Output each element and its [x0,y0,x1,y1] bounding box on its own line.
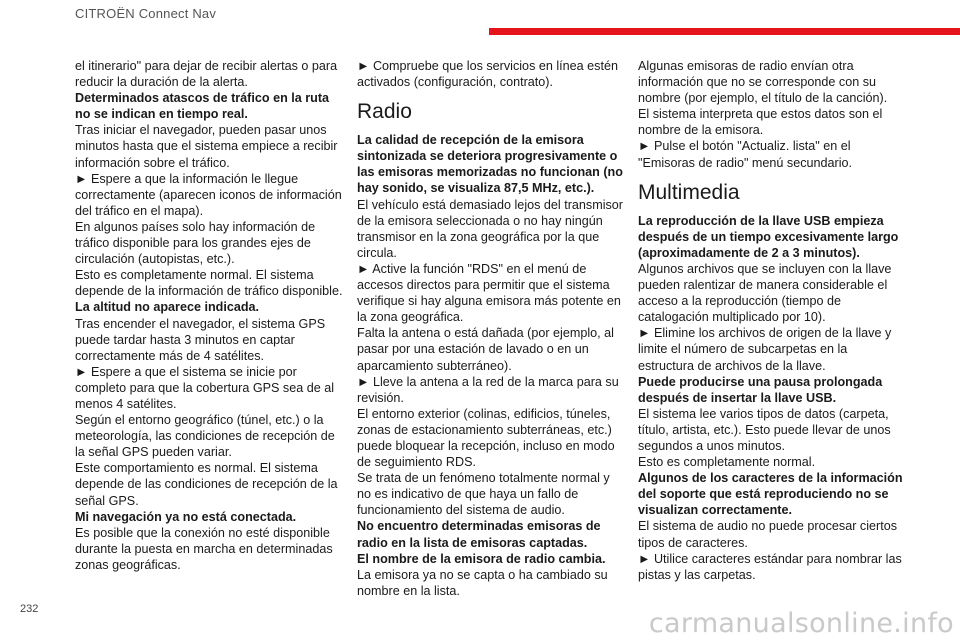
watermark: carmanualsonline.info [648,608,954,639]
header-accent-bar [489,28,960,35]
header-title: CITROËN Connect Nav [75,6,217,21]
paragraph: Esto es completamente normal. [638,455,816,470]
issue-heading: La altitud no aparece indicada. [75,300,260,315]
paragraph: La emisora ya no se capta o ha cambiado su nombre en la lista. [357,567,608,598]
paragraph: Esto es completamente normal. El sistema depende de la información de tráfico disponible. [75,268,343,299]
paragraph: El entorno exterior (colinas, edificios, túneles, zonas de estacionamiento subterráneas, etc.) puede bloquear la recepción, incluso en modo de seguimiento RDS. [357,406,615,470]
issue-heading: No encuentro determinadas emisoras de radio en la lista de emisoras captadas. [357,519,601,550]
column-right [638,58,906,583]
section-heading: Radio [357,100,412,124]
paragraph: Falta la antena o está dañada (por ejemplo, al pasar por una estación de lavado o en un aparcamiento subterráneo). [357,326,614,373]
issue-heading: Determinados atascos de tráfico en la ruta no se indican en tiempo real. [75,91,330,122]
issue-heading: Mi navegación ya no está conectada. [75,509,297,524]
paragraph: ► Espere a que el sistema se inicie por completo para que la cobertura GPS sea de al menos 4 satélites. [75,364,335,411]
issue-heading: Algunos de los caracteres de la información del soporte que está reproduciendo no se visualizan correctamente. [638,471,903,518]
paragraph: ► Compruebe que los servicios en línea estén activados (configuración, contrato). [357,59,618,90]
paragraph: El sistema interpreta que estos datos son el nombre de la emisora. [638,107,883,138]
paragraph: Tras iniciar el navegador, pueden pasar unos minutos hasta que el sistema empiece a recibir información sobre el tráfico. [75,123,338,170]
column-middle [357,58,625,599]
column-left [75,58,343,573]
paragraph: Este comportamiento es normal. El sistema depende de las condiciones de recepción de la señal GPS. [75,461,338,508]
paragraph: ► Elimine los archivos de origen de la llave y limite el número de subcarpetas en la estructura de archivos de la llave. [638,326,892,373]
section-heading: Multimedia [638,180,740,204]
issue-heading: El nombre de la emisora de radio cambia. [357,551,606,566]
issue-heading: La reproducción de la llave USB empieza después de un tiempo excesivamente largo (aproximadamente de 2 a 3 minutos). [638,213,899,260]
paragraph: Tras encender el navegador, el sistema GPS puede tardar hasta 3 minutos en captar correctamente más de 4 satélites. [75,316,326,363]
paragraph: el itinerario" para dejar de recibir alertas o para reducir la duración de la alerta. [75,59,338,90]
paragraph: Algunas emisoras de radio envían otra información que no se corresponde con su nombre (por ejemplo, el título de la canción). [638,59,888,106]
issue-heading: La calidad de recepción de la emisora sintonizada se deteriora progresivamente o las emisoras memorizadas no funcionan (no hay sonido, se visualiza 87,5 MHz, etc.). [357,133,623,196]
paragraph: El vehículo está demasiado lejos del transmisor de la emisora seleccionada o no hay ningún transmisor en la zona geográfica por la que circula. [357,197,623,260]
paragraph: ► Lleve la antena a la red de la marca para su revisión. [357,374,619,405]
paragraph: ► Espere a que la información le llegue correctamente (aparecen iconos de información del tráfico en el mapa). [75,171,342,218]
paragraph: Es posible que la conexión no esté disponible durante la puesta en marcha en determinadas zonas geográficas. [75,525,333,572]
paragraph: El sistema lee varios tipos de datos (carpeta, título, artista, etc.). Esto puede llevar de unos segundos a unos minutos. [638,406,891,453]
paragraph: ► Active la función "RDS" en el menú de accesos directos para permitir que el sistema verifique si hay alguna emisora más potente en la zona geográfica. [357,261,621,325]
paragraph: Según el entorno geográfico (túnel, etc.) o la meteorología, las condiciones de recepción de la señal GPS pueden variar. [75,413,335,460]
paragraph: En algunos países solo hay información de tráfico disponible para los grandes ejes de circulación (autopistas, etc.). [75,219,316,267]
paragraph: Algunos archivos que se incluyen con la llave pueden ralentizar de manera considerable el acceso a la reproducción (tiempo de catalogación multiplicado por 10). [638,261,892,325]
issue-heading: Puede producirse una pausa prolongada después de insertar la llave USB. [638,374,883,405]
paragraph: ► Pulse el botón "Actualiz. lista" en el "Emisoras de radio" menú secundario. [638,139,853,170]
page-number: 232 [20,603,39,615]
paragraph: El sistema de audio no puede procesar ciertos tipos de caracteres. [638,519,898,550]
paragraph: ► Utilice caracteres estándar para nombrar las pistas y las carpetas. [638,551,902,582]
paragraph: Se trata de un fenómeno totalmente normal y no es indicativo de que haya un fallo de funcionamiento del sistema de audio. [357,471,610,518]
